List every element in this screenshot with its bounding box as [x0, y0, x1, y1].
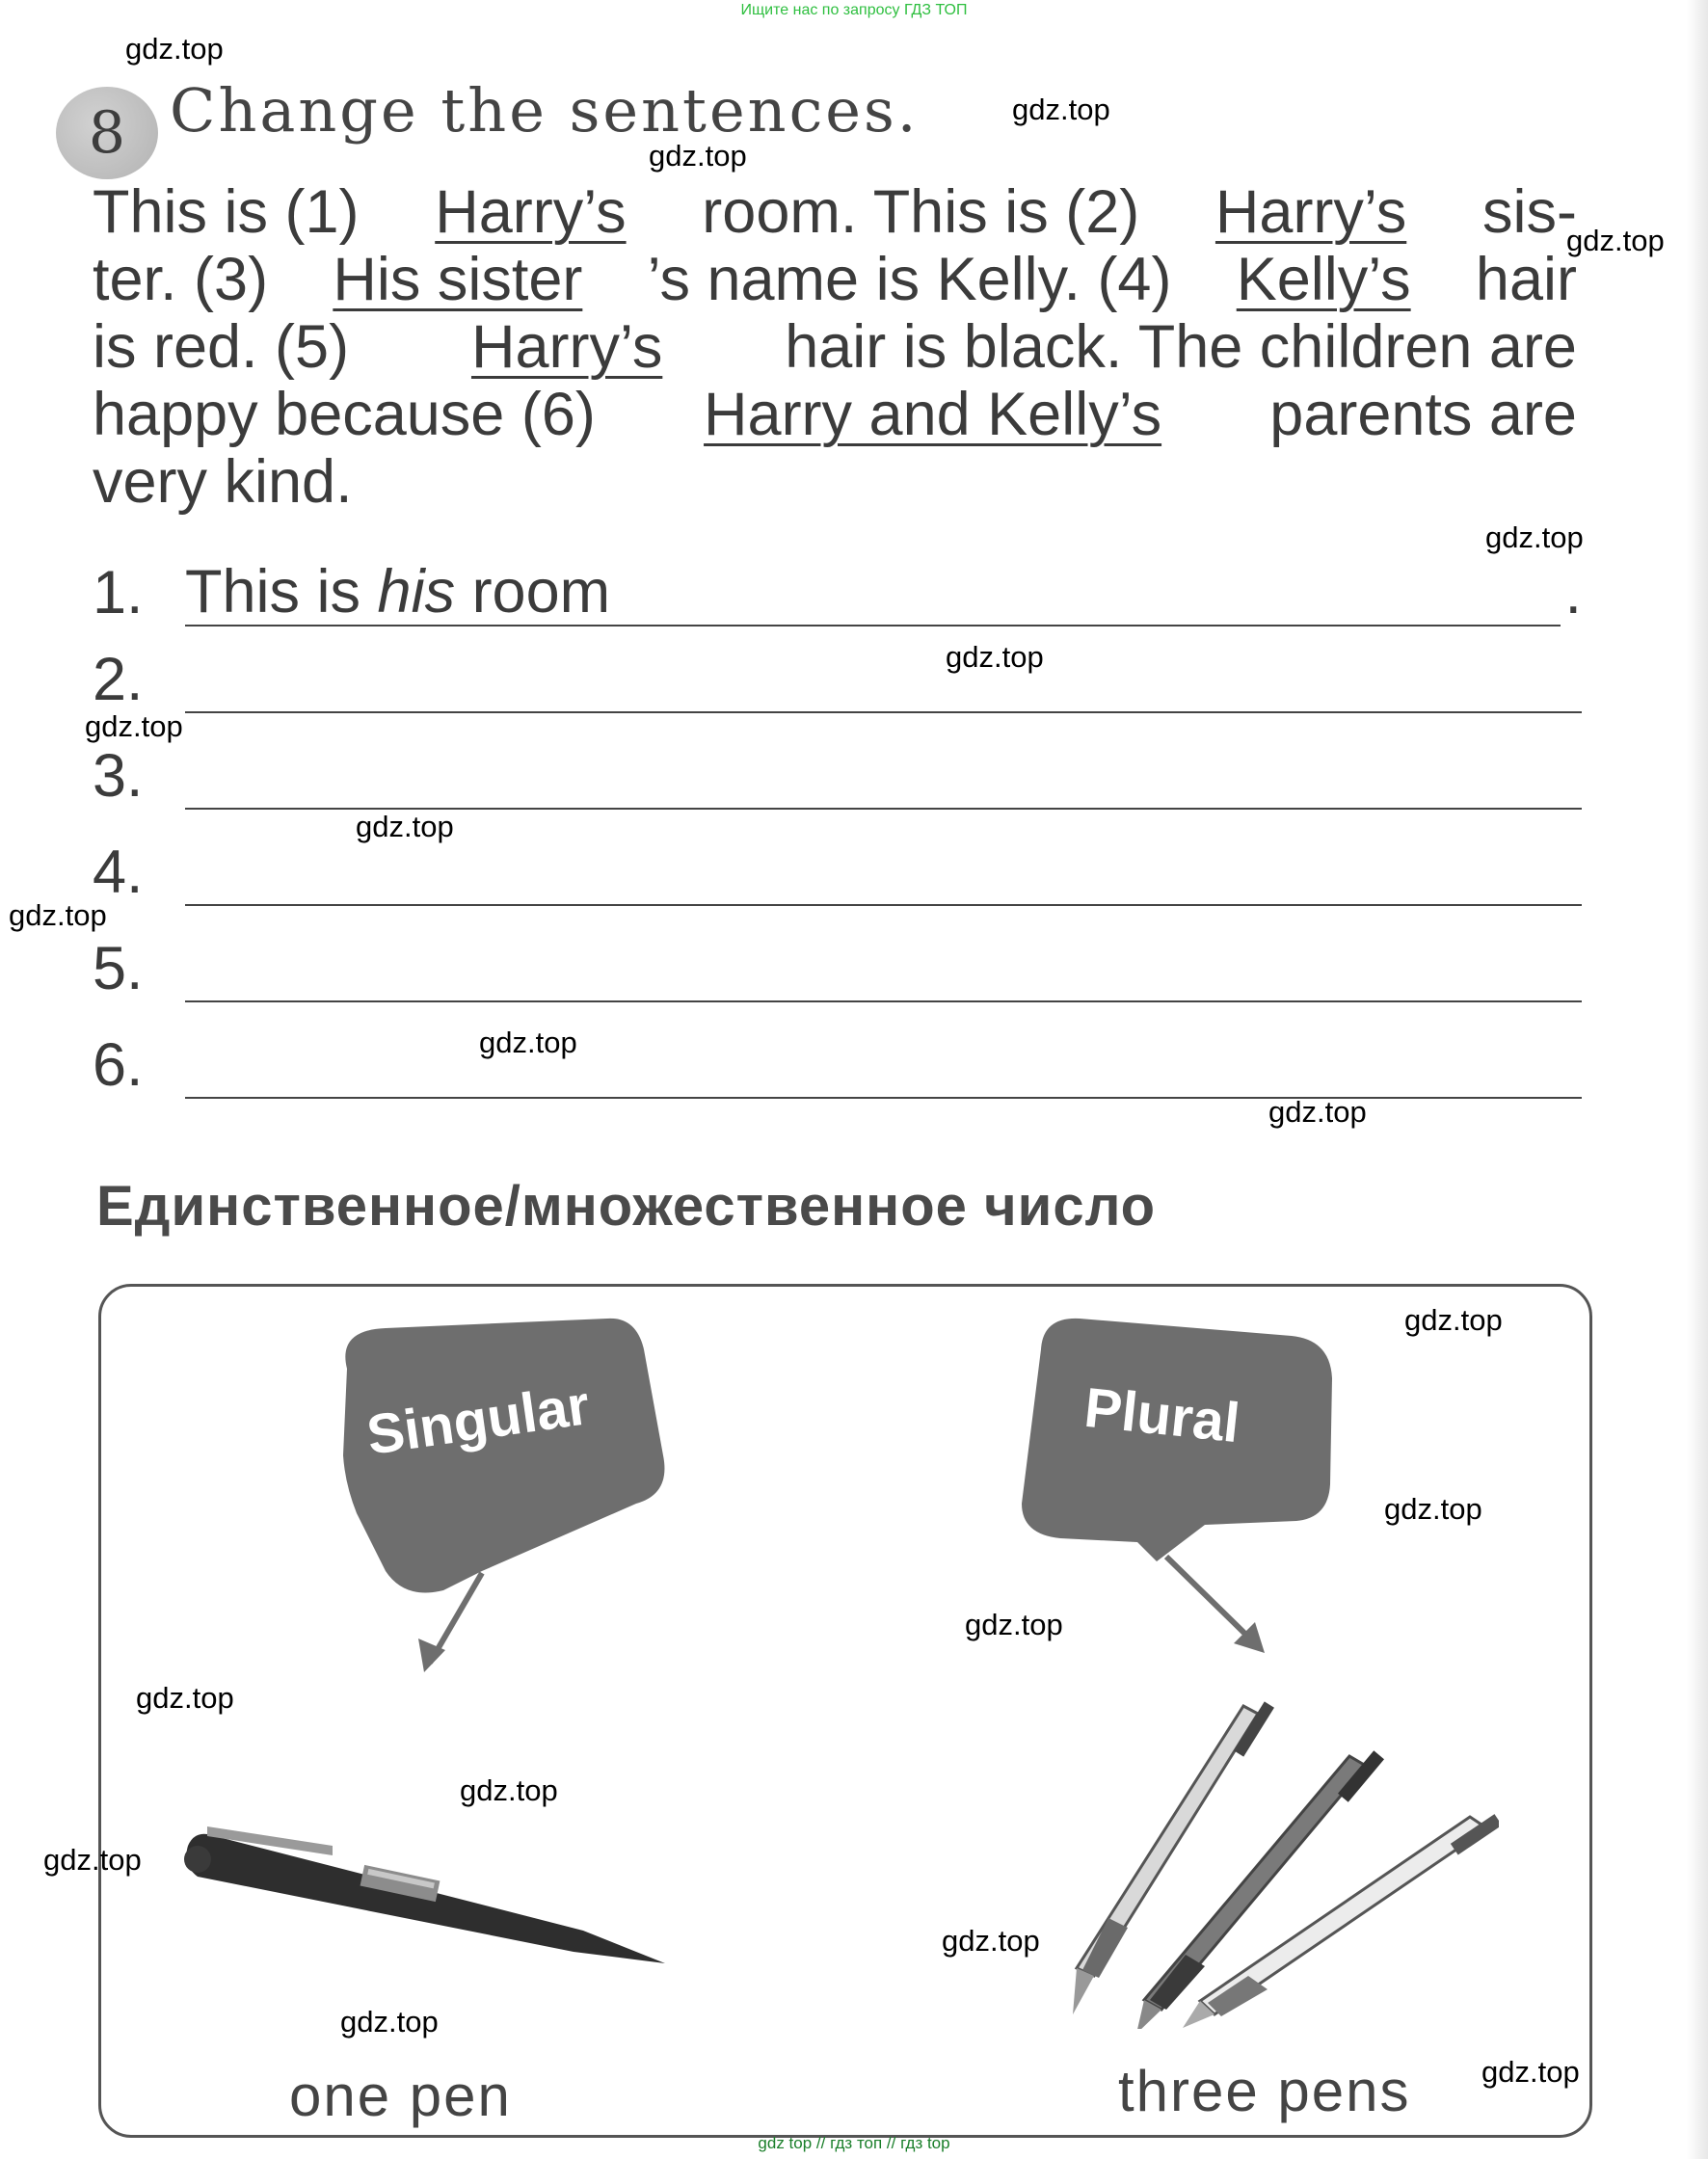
paragraph-line: [93, 178, 1577, 246]
page-edge-shadow: [1687, 0, 1708, 2159]
watermark: gdz.top: [85, 709, 183, 743]
answer-line[interactable]: [185, 750, 1582, 810]
answer-row: [93, 733, 1582, 810]
watermark: gdz.top: [460, 1773, 558, 1807]
watermark: gdz.top: [1481, 2055, 1580, 2089]
paragraph-line: [93, 381, 1577, 448]
text-segment: parents are: [1269, 381, 1577, 448]
singular-caption: one pen: [289, 2064, 512, 2128]
pen-image: [178, 1817, 675, 1971]
answer-number: 3.: [93, 742, 144, 810]
watermark: gdz.top: [479, 1026, 577, 1059]
watermark: gdz.top: [356, 810, 454, 843]
answer-text-emphasis: his: [377, 558, 456, 626]
text-segment: ’s name is Kelly. (4): [647, 246, 1172, 313]
watermark: gdz.top: [43, 1843, 142, 1877]
singular-label: Singular: [362, 1373, 594, 1467]
exercise-title: Change the sentences.: [170, 75, 920, 146]
exercise-number: 8: [88, 99, 126, 167]
answer-text: [185, 557, 610, 626]
underlined-word: Kelly’s: [1236, 246, 1411, 313]
watermark: gdz.top: [1485, 520, 1584, 554]
answer-line[interactable]: [185, 653, 1582, 713]
section-title: Единственное/множественное число: [96, 1175, 1157, 1238]
text-segment: This is (1): [93, 178, 360, 246]
watermark: gdz.top: [649, 139, 747, 173]
underlined-word: Harry’s: [1214, 178, 1407, 246]
singular-speech-bubble: [318, 1311, 684, 1687]
paragraph-line: [93, 313, 1577, 381]
watermark: gdz.top: [1384, 1492, 1482, 1526]
answer-number: 6.: [93, 1031, 144, 1099]
watermark: gdz.top: [1566, 224, 1665, 257]
text-segment: is red. (5): [93, 313, 350, 381]
answer-number: 1.: [93, 559, 144, 626]
plural-caption: three pens: [1118, 2059, 1411, 2123]
answer-number: 2.: [93, 646, 144, 713]
text-segment: sis-: [1481, 178, 1577, 246]
three-pens-image: [1055, 1696, 1499, 2029]
answer-row: [93, 925, 1582, 1002]
underlined-word: His sister: [333, 246, 583, 313]
exercise-paragraph: [93, 178, 1577, 516]
answer-line[interactable]: [185, 558, 1561, 626]
answer-line[interactable]: [185, 846, 1582, 906]
text-segment: very kind.: [93, 448, 353, 516]
exercise-number-badge: [56, 87, 158, 179]
answer-row: [93, 636, 1582, 713]
watermark: gdz.top: [1268, 1095, 1367, 1129]
paragraph-line: [93, 448, 1577, 516]
answer-text-prefix: This is: [185, 558, 378, 626]
watermark: gdz.top: [125, 32, 224, 66]
answer-row: [93, 829, 1582, 906]
watermark: gdz.top: [942, 1924, 1040, 1958]
underlined-word: Harry’s: [435, 178, 627, 246]
watermark: gdz.top: [9, 898, 107, 932]
answer-row: [93, 549, 1582, 626]
watermark: gdz.top: [340, 2005, 439, 2039]
watermark: gdz.top: [1404, 1303, 1503, 1337]
text-segment: ter. (3): [93, 246, 269, 313]
footer-banner: gdz top // гдз топ // гдз top: [758, 2134, 950, 2152]
watermark: gdz.top: [946, 640, 1044, 674]
answer-number: 5.: [93, 935, 144, 1002]
watermark: gdz.top: [136, 1681, 234, 1715]
answer-number: 4.: [93, 839, 144, 906]
top-banner: Ищите нас по запросу ГДЗ ТОП: [740, 2, 968, 18]
paragraph-line: [93, 246, 1577, 313]
underlined-word: Harry’s: [470, 313, 663, 381]
answer-period: .: [1564, 559, 1582, 626]
watermark: gdz.top: [965, 1608, 1063, 1641]
underlined-word: Harry and Kelly’s: [704, 381, 1162, 448]
answer-line[interactable]: [185, 1039, 1582, 1099]
answer-row: [93, 1022, 1582, 1099]
text-segment: hair: [1475, 246, 1577, 313]
answer-text-suffix: room: [455, 558, 611, 626]
text-segment: happy because (6): [93, 381, 596, 448]
text-segment: hair is black. The children are: [785, 313, 1577, 381]
text-segment: room. This is (2): [702, 178, 1140, 246]
watermark: gdz.top: [1012, 93, 1110, 126]
plural-label: Plural: [1081, 1375, 1243, 1455]
answer-line[interactable]: [185, 943, 1582, 1002]
